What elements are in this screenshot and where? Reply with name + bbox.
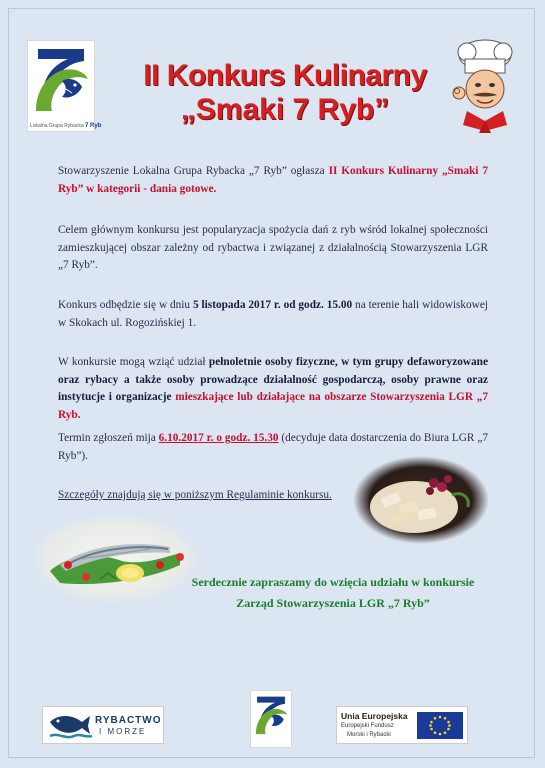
goal-text: Celem głównym konkursu jest popularyzacja spożycia dań z ryb wśród lokalnej społeczności zamieszkującej obszar zależny od rybactwa i związanej z działalnością Stowarzyszenia LGR „7 Ryb”. [58, 224, 488, 271]
title-line-2: „Smaki 7 Ryb” [180, 92, 390, 126]
date-text-a: Konkurs odbędzie się w dniu [58, 299, 193, 311]
eu-fund-line-2: Morski i Rybacki [347, 732, 391, 738]
rybactwo-i-morze-logo [42, 706, 164, 744]
regulations-link[interactable]: Szczegóły znajdują się w poniższym Regulaminie konkursu. [58, 489, 332, 501]
invitation [168, 572, 498, 614]
lgr-7-ryb-logo [27, 40, 102, 132]
contest-name-highlight: II Konkurs Kulinarny „Smaki 7 Ryb” w kategorii - dania gotowe. [58, 165, 488, 195]
eu-fund-line-1: Europejski Fundusz [341, 723, 394, 729]
deadline-text-c: (decyduje data dostarczenia do Biura LGR „7 Ryb”). [58, 432, 488, 462]
participants-text-a: W konkursie mogą wziąć udział [58, 356, 209, 368]
date-text-c: na terenie hali widowiskowej w Skokach ul. Rogozińskiej 1. [58, 299, 488, 329]
event-date: 5 listopada 2017 r. od godz. 15.00 [192, 299, 353, 311]
footer-lgr-logo [250, 690, 292, 748]
fish-7-logo-small-icon [251, 691, 291, 747]
logo-caption-prefix: Lokalna Grupa Rybacka [30, 123, 84, 129]
chef-illustration-icon [445, 35, 525, 135]
eu-flag-icon [417, 712, 463, 739]
invitation-signature: Zarząd Stowarzyszenia LGR „7 Ryb” [236, 596, 430, 610]
participants-eligible: pełnoletnie osoby fizyczne, w tym grupy defaworyzowane oraz rybacy a także osoby prowadzące działalność gospodarczą, osoby prawne oraz instytucje i organizacje [58, 356, 488, 403]
paragraph-intro [58, 163, 488, 198]
fish-wave-icon [46, 708, 94, 742]
seafood-platter-photo-icon [352, 455, 490, 545]
deadline-date: 6.10.2017 r. o godz. 15.30 [158, 432, 279, 444]
paragraph-goal [58, 222, 488, 275]
intro-text: Stowarzyszenie Lokalna Grupa Rybacka „7 Ryb” ogłasza [58, 165, 329, 177]
eu-funding-logo [336, 706, 468, 744]
paragraph-date [58, 297, 488, 332]
page-title [120, 60, 450, 125]
participants-area: mieszkające lub działające na obszarze Stowarzyszenia LGR „7 Ryb. [58, 391, 488, 421]
invitation-line-1: Serdecznie zapraszamy do wzięcia udziału w konkursie [191, 575, 475, 589]
fish-7-logo-icon [28, 41, 94, 117]
title-line-1: II Konkurs Kulinarny [143, 59, 427, 92]
logo-caption-brand: 7 Ryb [85, 123, 102, 129]
rybactwo-line-2: I MORZE [99, 727, 147, 736]
logo-caption [30, 123, 102, 129]
eu-title: Unia Europejska [341, 711, 408, 721]
paragraph-participants [58, 354, 488, 424]
deadline-text-a: Termin zgłoszeń mija [58, 432, 159, 444]
rybactwo-line-1: RYBACTWO [95, 715, 162, 726]
